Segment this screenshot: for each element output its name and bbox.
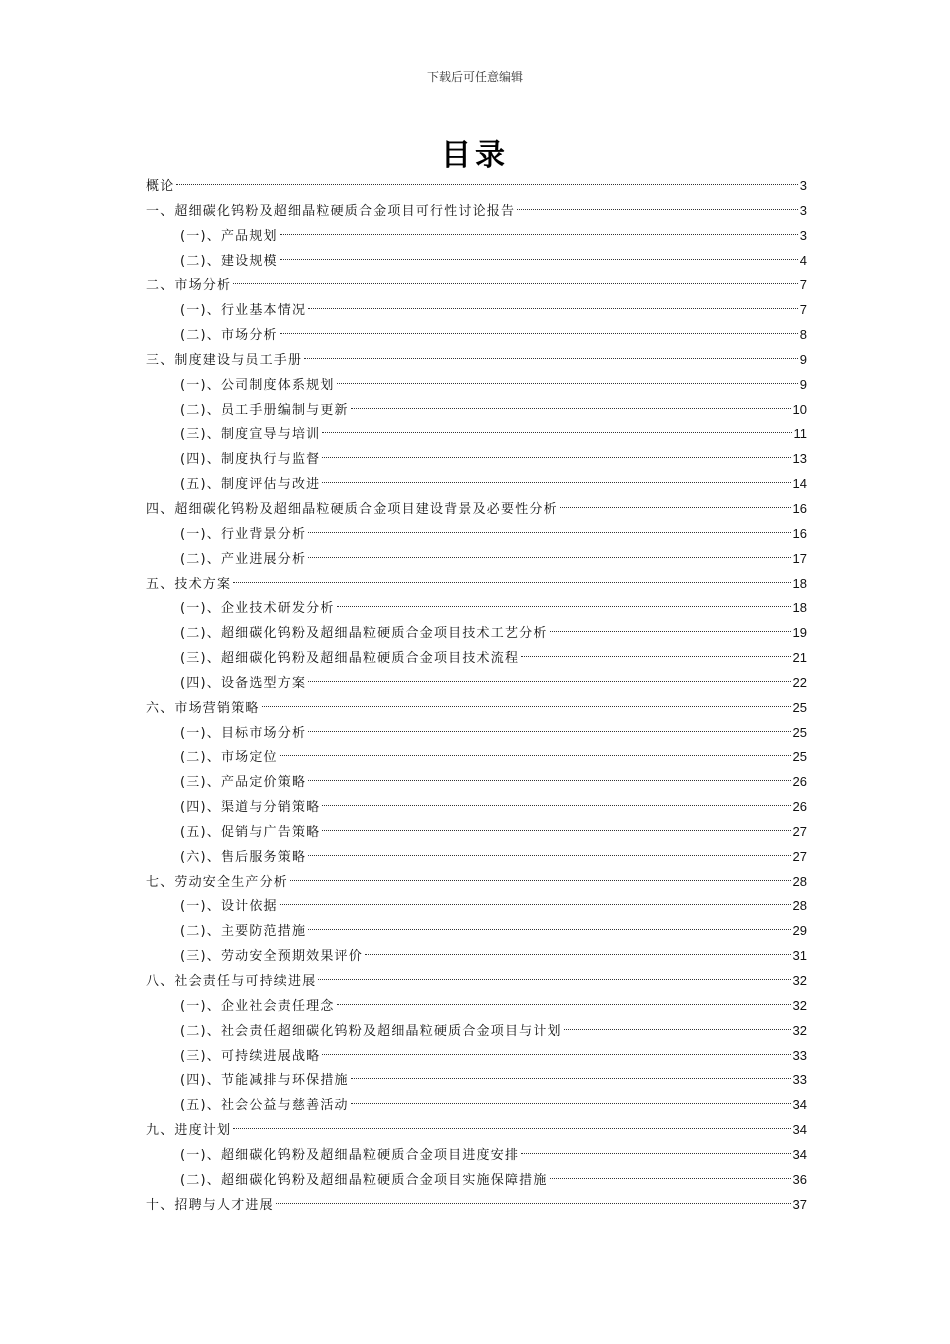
toc-entry[interactable] xyxy=(146,696,807,721)
toc-dot-leader xyxy=(351,408,791,409)
toc-dot-leader xyxy=(233,582,790,583)
toc-dot-leader xyxy=(290,880,791,881)
toc-entry-page-number: 7 xyxy=(799,302,807,318)
toc-entry[interactable] xyxy=(146,894,807,919)
toc-entry-page-number: 14 xyxy=(792,476,807,492)
toc-entry[interactable] xyxy=(146,745,807,770)
toc-dot-leader xyxy=(521,656,790,657)
toc-entry[interactable] xyxy=(146,820,807,845)
toc-entry[interactable] xyxy=(146,870,807,895)
toc-dot-leader xyxy=(280,259,798,260)
toc-entry-page-number: 25 xyxy=(792,699,807,715)
toc-dot-leader xyxy=(280,333,798,334)
toc-entry-page-number: 4 xyxy=(799,252,807,268)
toc-entry-page-number: 27 xyxy=(792,848,807,864)
toc-entry-page-number: 28 xyxy=(792,873,807,889)
toc-entry-page-number: 34 xyxy=(792,1122,807,1138)
toc-entry-label: 一、超细碳化钨粉及超细晶粒硬质合金项目可行性讨论报告 xyxy=(146,203,516,219)
toc-entry-label: 概论 xyxy=(146,179,175,194)
toc-dot-leader xyxy=(550,1178,791,1179)
toc-dot-leader xyxy=(262,706,791,707)
toc-entry-label: (二)、员工手册编制与更新 xyxy=(180,402,349,418)
toc-dot-leader xyxy=(308,532,790,533)
toc-entry-page-number: 3 xyxy=(799,178,807,193)
toc-dot-leader xyxy=(365,954,791,955)
toc-entry-label: 七、劳动安全生产分析 xyxy=(146,874,289,890)
toc-entry-label: (二)、社会责任超细碳化钨粉及超细晶粒硬质合金项目与计划 xyxy=(180,1023,562,1039)
toc-dot-leader xyxy=(351,1103,791,1104)
toc-entry-page-number: 32 xyxy=(792,973,807,988)
toc-entry[interactable] xyxy=(146,646,807,671)
toc-entry-page-number: 32 xyxy=(792,1022,807,1038)
toc-entry-label: 六、市场营销策略 xyxy=(146,700,260,716)
toc-entry[interactable] xyxy=(146,1044,807,1069)
toc-entry-label: (五)、促销与广告策略 xyxy=(180,824,321,840)
toc-entry[interactable] xyxy=(146,522,807,547)
toc-entry-label: (三)、超细碳化钨粉及超细晶粒硬质合金项目技术流程 xyxy=(180,651,520,667)
toc-dot-leader xyxy=(280,234,798,235)
toc-entry[interactable] xyxy=(146,671,807,696)
toc-entry-page-number: 26 xyxy=(792,799,807,815)
toc-entry-label: (二)、超细碳化钨粉及超细晶粒硬质合金项目实施保障措施 xyxy=(180,1172,548,1188)
toc-dot-leader xyxy=(280,904,791,905)
toc-entry[interactable] xyxy=(146,845,807,870)
toc-dot-leader xyxy=(318,979,790,980)
toc-entry-page-number: 33 xyxy=(792,1047,807,1063)
toc-entry[interactable] xyxy=(146,1019,807,1044)
toc-entry-page-number: 27 xyxy=(792,823,807,839)
toc-entry-page-number: 13 xyxy=(792,451,807,467)
toc-entry[interactable] xyxy=(146,323,807,348)
toc-entry-page-number: 16 xyxy=(792,525,807,541)
toc-entry-page-number: 28 xyxy=(792,898,807,914)
toc-dot-leader xyxy=(337,383,798,384)
toc-entry[interactable] xyxy=(146,497,807,522)
toc-entry[interactable] xyxy=(146,398,807,423)
toc-entry-page-number: 16 xyxy=(792,500,807,516)
toc-entry-page-number: 17 xyxy=(792,550,807,566)
toc-entry-label: 八、社会责任与可持续进展 xyxy=(146,974,317,989)
toc-entry[interactable] xyxy=(146,572,807,597)
toc-entry-page-number: 19 xyxy=(792,625,807,641)
toc-entry-label: 四、超细碳化钨粉及超细晶粒硬质合金项目建设背景及必要性分析 xyxy=(146,501,558,517)
toc-entry-label: (三)、产品定价策略 xyxy=(180,775,307,791)
toc-entry[interactable] xyxy=(146,919,807,944)
toc-entry-page-number: 22 xyxy=(792,674,807,690)
toc-entry-page-number: 7 xyxy=(799,277,807,293)
toc-dot-leader xyxy=(308,731,790,732)
toc-entry-page-number: 9 xyxy=(799,376,807,392)
toc-entry[interactable] xyxy=(146,1143,807,1168)
toc-entry-label: (一)、企业技术研发分析 xyxy=(180,601,335,617)
toc-entry[interactable] xyxy=(146,994,807,1019)
toc-dot-leader xyxy=(233,283,798,284)
toc-entry[interactable] xyxy=(146,174,807,199)
toc-dot-leader xyxy=(337,606,791,607)
toc-entry-label: (四)、渠道与分销策略 xyxy=(180,800,321,816)
toc-dot-leader xyxy=(521,1153,790,1154)
toc-entry-page-number: 36 xyxy=(792,1171,807,1187)
toc-entry-label: (四)、节能减排与环保措施 xyxy=(180,1073,349,1089)
toc-dot-leader xyxy=(564,1029,791,1030)
toc-entry[interactable] xyxy=(146,969,807,994)
toc-entry-label: (一)、企业社会责任理念 xyxy=(180,998,335,1014)
toc-entry-label: (二)、超细碳化钨粉及超细晶粒硬质合金项目技术工艺分析 xyxy=(180,626,548,642)
toc-entry-label: (一)、行业背景分析 xyxy=(180,526,307,542)
toc-entry-label: (一)、目标市场分析 xyxy=(180,725,307,741)
toc-entry[interactable] xyxy=(146,224,807,249)
toc-entry-page-number: 3 xyxy=(799,227,807,243)
toc-entry[interactable] xyxy=(146,721,807,746)
toc-entry[interactable] xyxy=(146,1193,807,1218)
toc-entry-page-number: 18 xyxy=(792,575,807,591)
toc-entry-label: (四)、设备选型方案 xyxy=(180,675,307,691)
toc-entry-label: (二)、市场分析 xyxy=(180,328,278,344)
toc-dot-leader xyxy=(280,755,791,756)
toc-dot-leader xyxy=(176,184,797,185)
toc-entry-page-number: 33 xyxy=(792,1072,807,1088)
toc-entry-page-number: 26 xyxy=(792,774,807,790)
toc-entry-page-number: 31 xyxy=(792,948,807,964)
toc-list xyxy=(146,174,807,1217)
toc-entry-label: (二)、产业进展分析 xyxy=(180,551,307,567)
toc-dot-leader xyxy=(322,482,790,483)
toc-entry[interactable] xyxy=(146,422,807,447)
toc-dot-leader xyxy=(517,209,798,210)
toc-entry-page-number: 25 xyxy=(792,749,807,765)
toc-dot-leader xyxy=(560,507,791,508)
toc-dot-leader xyxy=(550,631,791,632)
toc-entry-label: (二)、建设规模 xyxy=(180,253,278,269)
toc-entry[interactable] xyxy=(146,447,807,472)
toc-dot-leader xyxy=(322,805,790,806)
page-title: 目录 xyxy=(441,138,509,173)
toc-entry-label: (二)、市场定位 xyxy=(180,750,278,766)
toc-dot-leader xyxy=(304,358,798,359)
toc-entry[interactable] xyxy=(146,472,807,497)
toc-entry-label: 五、技术方案 xyxy=(146,576,232,592)
toc-entry-page-number: 34 xyxy=(792,1097,807,1113)
toc-entry-page-number: 11 xyxy=(793,426,807,442)
toc-entry-page-number: 9 xyxy=(799,351,807,367)
toc-dot-leader xyxy=(308,855,790,856)
toc-entry[interactable] xyxy=(146,795,807,820)
toc-entry-label: (一)、公司制度体系规划 xyxy=(180,377,335,393)
toc-dot-leader xyxy=(308,557,790,558)
toc-entry-label: (一)、产品规划 xyxy=(180,228,278,244)
toc-dot-leader xyxy=(308,681,790,682)
toc-entry-label: (五)、制度评估与改进 xyxy=(180,477,321,493)
toc-entry[interactable] xyxy=(146,596,807,621)
toc-dot-leader xyxy=(308,929,790,930)
toc-entry[interactable] xyxy=(146,770,807,795)
toc-entry[interactable] xyxy=(146,1093,807,1118)
toc-entry[interactable] xyxy=(146,273,807,298)
toc-entry-page-number: 8 xyxy=(799,327,807,343)
toc-entry[interactable] xyxy=(146,547,807,572)
toc-entry[interactable] xyxy=(146,1168,807,1193)
toc-entry-page-number: 10 xyxy=(792,401,807,417)
toc-entry-page-number: 32 xyxy=(792,997,807,1013)
toc-entry[interactable] xyxy=(146,348,807,373)
toc-entry-page-number: 21 xyxy=(792,650,807,666)
toc-dot-leader xyxy=(322,1054,790,1055)
toc-entry-page-number: 18 xyxy=(792,600,807,616)
toc-entry-label: (三)、劳动安全预期效果评价 xyxy=(180,949,363,965)
toc-dot-leader xyxy=(337,1004,791,1005)
toc-entry-label: 三、制度建设与员工手册 xyxy=(146,352,303,368)
toc-entry-label: 二、市场分析 xyxy=(146,278,232,294)
toc-entry-label: (六)、售后服务策略 xyxy=(180,849,307,865)
toc-entry[interactable] xyxy=(146,1068,807,1093)
toc-entry[interactable] xyxy=(146,298,807,323)
toc-entry-label: (一)、行业基本情况 xyxy=(180,303,307,319)
toc-entry[interactable] xyxy=(146,373,807,398)
toc-entry[interactable] xyxy=(146,199,807,224)
toc-entry-page-number: 29 xyxy=(792,923,807,939)
toc-entry-label: (三)、制度宣导与培训 xyxy=(180,427,321,443)
toc-dot-leader xyxy=(276,1203,791,1204)
toc-entry-label: (四)、制度执行与监督 xyxy=(180,452,321,468)
toc-entry-page-number: 25 xyxy=(792,724,807,740)
toc-entry[interactable] xyxy=(146,249,807,274)
toc-dot-leader xyxy=(233,1128,790,1129)
toc-entry[interactable] xyxy=(146,621,807,646)
toc-entry-label: 九、进度计划 xyxy=(146,1123,232,1139)
toc-dot-leader xyxy=(322,830,790,831)
toc-entry-label: (一)、设计依据 xyxy=(180,899,278,915)
toc-entry[interactable] xyxy=(146,944,807,969)
toc-dot-leader xyxy=(322,457,790,458)
toc-entry-page-number: 34 xyxy=(792,1146,807,1162)
toc-dot-leader xyxy=(322,432,791,433)
toc-entry-label: (五)、社会公益与慈善活动 xyxy=(180,1098,349,1114)
toc-entry-label: 十、招聘与人才进展 xyxy=(146,1197,274,1213)
toc-dot-leader xyxy=(351,1078,791,1079)
toc-entry[interactable] xyxy=(146,1118,807,1143)
toc-entry-page-number: 3 xyxy=(799,202,807,218)
toc-entry-label: (三)、可持续进展战略 xyxy=(180,1048,321,1064)
toc-entry-page-number: 37 xyxy=(792,1196,807,1212)
toc-dot-leader xyxy=(308,308,798,309)
toc-dot-leader xyxy=(308,780,790,781)
toc-entry-label: (二)、主要防范措施 xyxy=(180,924,307,940)
header-note: 下载后可任意编辑 xyxy=(426,70,523,84)
toc-entry-label: (一)、超细碳化钨粉及超细晶粒硬质合金项目进度安排 xyxy=(180,1147,520,1163)
